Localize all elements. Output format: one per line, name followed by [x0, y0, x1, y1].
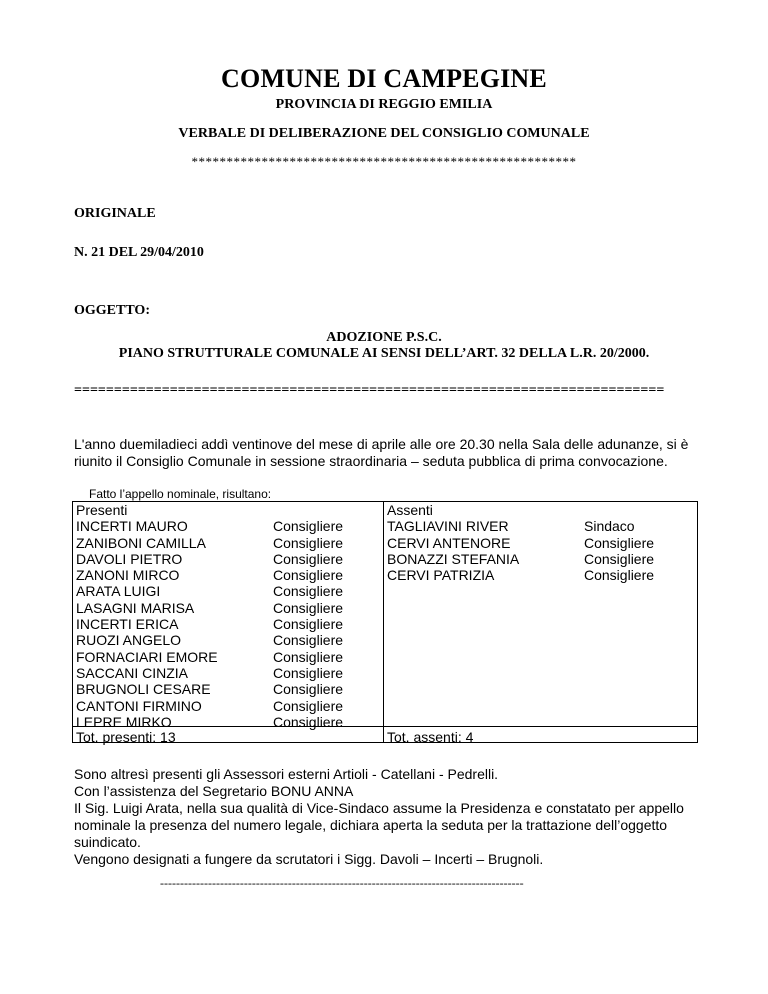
present-member-role: Consigliere — [273, 550, 344, 567]
present-member-name: LEPRE MIRKO — [76, 713, 172, 730]
present-member-role: Consigliere — [273, 632, 344, 649]
closing-paragraphs — [74, 766, 734, 868]
present-member-name: ARATA LUIGI — [76, 583, 161, 600]
present-member-name: SACCANI CINZIA — [76, 664, 189, 681]
absent-member-role: Consigliere — [584, 534, 655, 551]
present-roles-column — [273, 518, 343, 730]
present-member-name: FORNACIARI EMORE — [76, 648, 218, 665]
present-member-name: RUOZI ANGELO — [76, 632, 182, 649]
absent-member-role: Consigliere — [584, 550, 655, 567]
absent-header: Assenti — [387, 502, 433, 518]
rollcall-caption: Fatto l’appello nominale, risultano: — [89, 487, 272, 501]
present-member-name: BRUGNOLI CESARE — [76, 681, 211, 698]
present-member-role: Consigliere — [273, 518, 344, 535]
closing-line: Con l’assistenza del Segretario BONU ANNA — [74, 783, 354, 799]
absent-roles-column — [584, 518, 654, 583]
equals-separator: ========================================================================== — [74, 383, 665, 398]
dash-separator: ------------------------------------------------------------------------------------------- — [160, 876, 524, 890]
present-member-role: Consigliere — [273, 681, 344, 698]
subject-label: OGGETTO: — [74, 303, 150, 318]
document-number: N. 21 DEL 29/04/2010 — [74, 245, 204, 260]
closing-line: Il Sig. Luigi Arata, nella sua qualità di Vice-Sindaco assume la Presidenza e constatato per appello nominale la presenza del numero legale, dichiara aperta la seduta per la trattazione dell’oggetto suindicato. — [74, 800, 684, 850]
present-member-role: Consigliere — [273, 616, 344, 633]
absent-member-name: BONAZZI STEFANIA — [387, 550, 520, 567]
table-column-divider — [383, 502, 384, 742]
present-member-name: INCERTI ERICA — [76, 616, 179, 633]
closing-line: Vengono designati a fungere da scrutatori i Sigg. Davoli – Incerti – Brugnoli. — [74, 851, 544, 867]
present-member-name: INCERTI MAURO — [76, 518, 188, 535]
present-member-name: ZANONI MIRCO — [76, 567, 180, 584]
present-member-name: CANTONI FIRMINO — [76, 697, 202, 714]
document-type: VERBALE DI DELIBERAZIONE DEL CONSIGLIO COMUNALE — [178, 126, 590, 141]
attendance-table — [72, 501, 698, 743]
present-member-role: Consigliere — [273, 697, 344, 714]
absent-member-role: Consigliere — [584, 567, 655, 584]
present-member-role: Consigliere — [273, 567, 344, 584]
present-member-name: LASAGNI MARISA — [76, 599, 195, 616]
present-member-role: Consigliere — [273, 664, 344, 681]
absent-member-role: Sindaco — [584, 518, 635, 535]
document-status: ORIGINALE — [74, 206, 156, 221]
present-member-role: Consigliere — [273, 583, 344, 600]
absent-names-column — [387, 518, 519, 583]
subject-description: PIANO STRUTTURALE COMUNALE AI SENSI DELL’ART. 32 DELLA L.R. 20/2000. — [118, 346, 650, 361]
total-absent: Tot. assenti: 4 — [387, 729, 474, 745]
municipality-title: COMUNE DI CAMPEGINE — [221, 64, 547, 93]
present-member-name: ZANIBONI CAMILLA — [76, 534, 206, 551]
present-member-role: Consigliere — [273, 713, 344, 730]
closing-line: Sono altresì presenti gli Assessori esterni Artioli - Catellani - Pedrelli. — [74, 766, 499, 782]
intro-paragraph: L'anno duemiladieci addì ventinove del mese di aprile alle ore 20.30 nella Sala delle adunanze, si è riunito il Consiglio Comunale in sessione straordinaria – seduta pubblica di prima convocazione. — [74, 436, 689, 469]
present-member-name: DAVOLI PIETRO — [76, 550, 183, 567]
star-separator: ******************************************************* — [191, 154, 577, 169]
present-member-role: Consigliere — [273, 534, 344, 551]
absent-member-name: CERVI PATRIZIA — [387, 567, 495, 584]
total-present: Tot. presenti: 13 — [76, 729, 176, 745]
present-member-role: Consigliere — [273, 648, 344, 665]
present-names-column — [76, 518, 218, 730]
absent-member-name: TAGLIAVINI RIVER — [387, 518, 509, 535]
absent-member-name: CERVI ANTENORE — [387, 534, 511, 551]
present-header: Presenti — [76, 502, 128, 518]
present-member-role: Consigliere — [273, 599, 344, 616]
province-subtitle: PROVINCIA DI REGGIO EMILIA — [275, 97, 493, 112]
subject-title: ADOZIONE P.S.C. — [326, 330, 442, 345]
